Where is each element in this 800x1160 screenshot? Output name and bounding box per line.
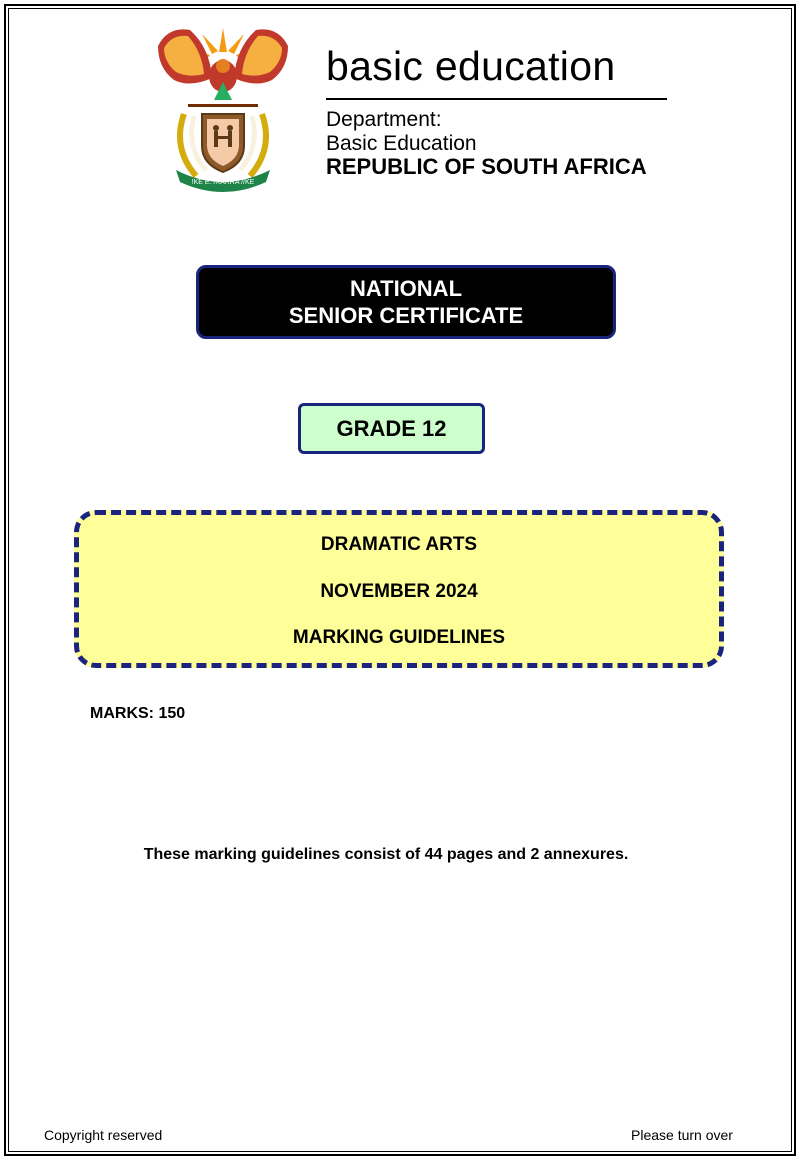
subject-box bbox=[74, 510, 724, 668]
footer-copyright: Copyright reserved bbox=[44, 1127, 163, 1143]
exam-session: NOVEMBER 2024 bbox=[320, 581, 478, 602]
certificate-banner bbox=[196, 265, 616, 339]
south-africa-coat-of-arms-icon bbox=[150, 18, 296, 194]
department-name: Basic Education bbox=[326, 132, 477, 155]
certificate-line-2: SENIOR CERTIFICATE bbox=[288, 303, 524, 328]
marks-total: MARKS: 150 bbox=[90, 705, 186, 722]
brand-divider bbox=[326, 98, 667, 100]
subject-title: DRAMATIC ARTS bbox=[320, 534, 478, 555]
certificate-line-1: NATIONAL bbox=[349, 276, 463, 301]
country-name: REPUBLIC OF SOUTH AFRICA bbox=[326, 154, 647, 179]
footer-turn-over: Please turn over bbox=[631, 1127, 733, 1143]
emblem-motto: !KE E: /XARRA //KE bbox=[191, 179, 255, 186]
grade-badge: GRADE 12 bbox=[298, 403, 485, 454]
pages-note: These marking guidelines consist of 44 pages and 2 annexures. bbox=[143, 846, 629, 863]
document-type: MARKING GUIDELINES bbox=[292, 627, 506, 648]
brand-title: basic education bbox=[326, 43, 616, 89]
department-label: Department: bbox=[326, 108, 442, 131]
